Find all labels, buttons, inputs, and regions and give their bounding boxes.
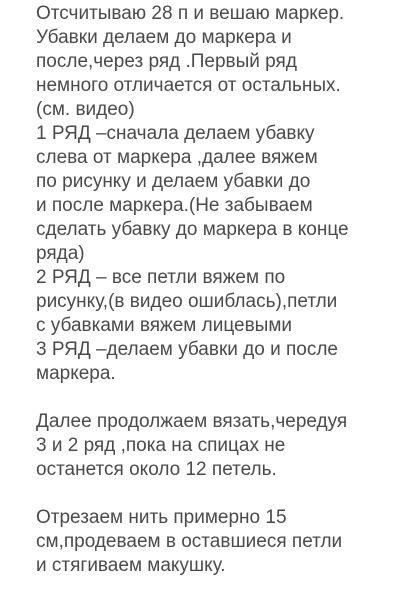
text-line: (см. видео) [36, 99, 135, 120]
text-line: с убавками вяжем лицевыми [36, 315, 292, 336]
text-line: немного отличается от остальных. [36, 75, 341, 96]
text-line: см,продеваем в оставшиеся петли [36, 531, 343, 552]
text-line: и после маркера.(Не забываем [36, 195, 313, 216]
text-line: после,через ряд .Первый ряд [36, 51, 297, 72]
text-line: 3 и 2 ряд ,пока на спицах не [36, 435, 286, 456]
text-line: сделать убавку до маркера в конце [36, 219, 349, 240]
text-line: Отсчитываю 28 п и вешаю маркер. [36, 3, 345, 24]
paragraph-intro-and-rows [36, 2, 406, 386]
paragraph-finish [36, 506, 406, 578]
text-line: и стягиваем макушку. [36, 555, 226, 576]
text-line: Отрезаем нить примерно 15 [36, 507, 287, 528]
text-line: Далее продолжаем вязать,чередуя [36, 411, 348, 432]
text-line: ряда) [36, 243, 85, 264]
instruction-text [36, 0, 406, 578]
text-line: слева от маркера ,далее вяжем [36, 147, 318, 168]
paragraph-spacer [36, 482, 406, 506]
text-line: по рисунку и делаем убавки до [36, 171, 311, 192]
text-line: останется около 12 петель. [36, 459, 277, 480]
text-line: маркера. [36, 363, 116, 384]
paragraph-spacer [36, 386, 406, 410]
text-line-row-1: 1 РЯД –сначала делаем убавку [36, 123, 315, 144]
paragraph-continue [36, 410, 406, 482]
text-line: рисунку,(в видео ошиблась),петли [36, 291, 338, 312]
text-line: Убавки делаем до маркера и [36, 27, 292, 48]
text-line-row-3: 3 РЯД –делаем убавки до и после [36, 339, 338, 360]
text-line-row-2: 2 РЯД – все петли вяжем по [36, 267, 286, 288]
